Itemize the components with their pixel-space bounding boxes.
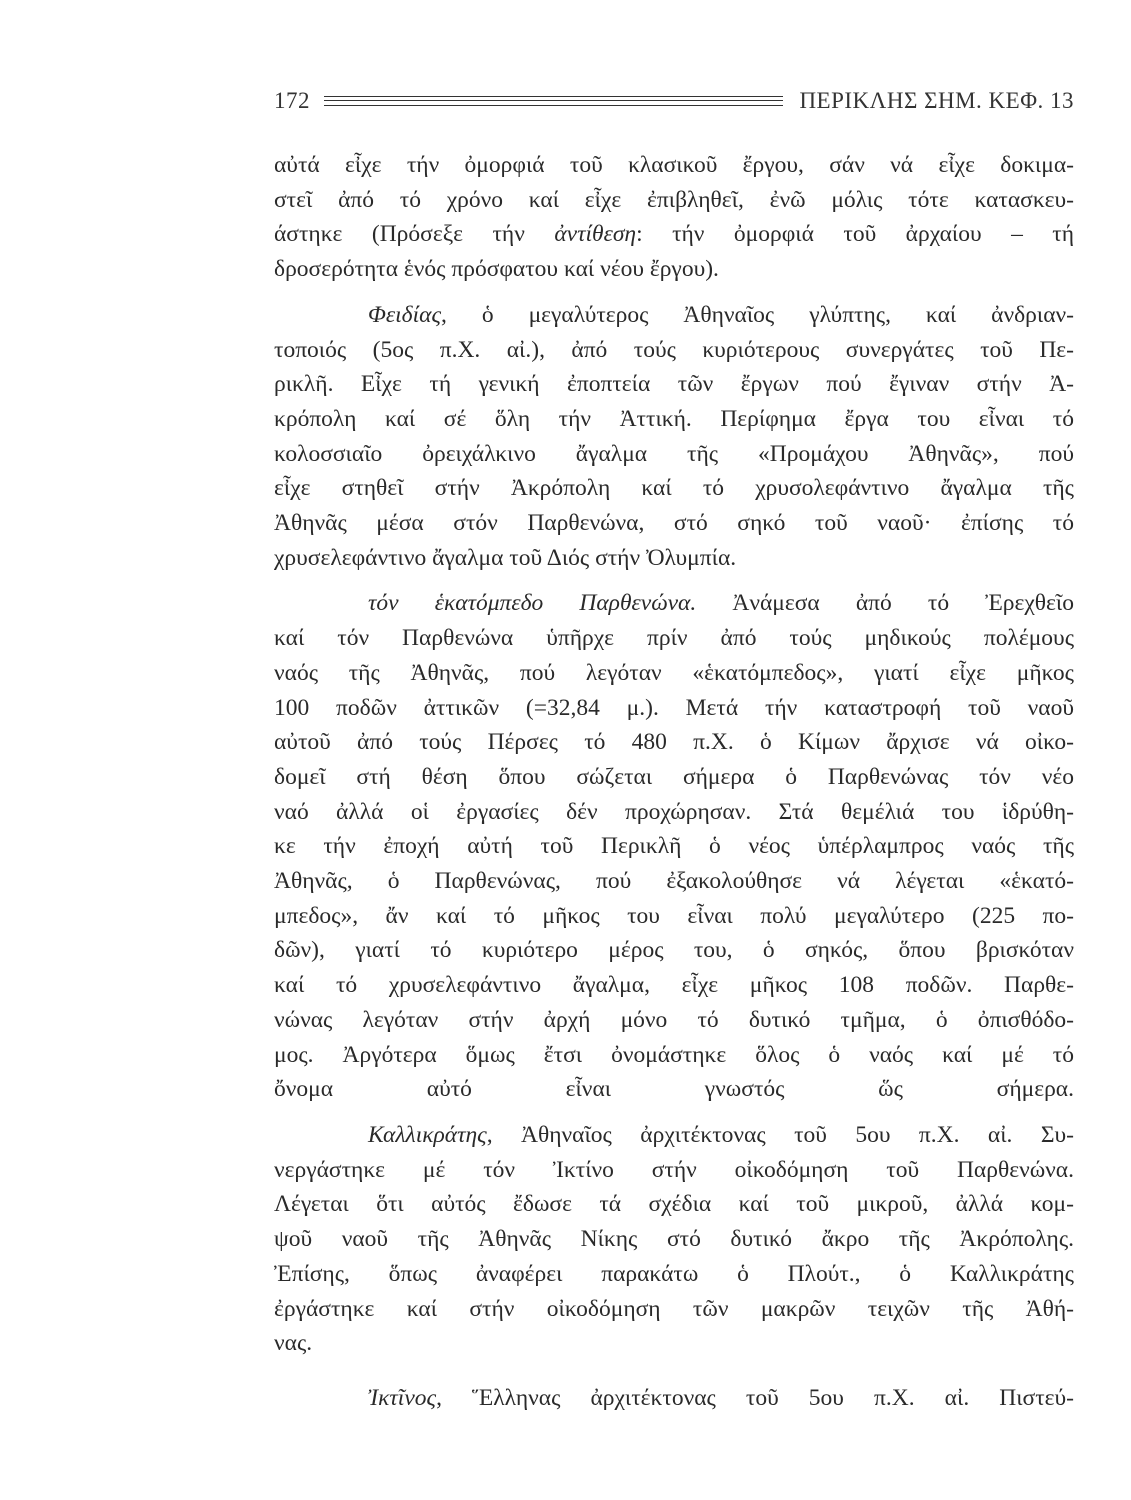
text-line: ρικλῆ. Εἶχε τή γενική ἐποπτεία τῶν ἔργων πού ἔγιναν στήν Ἀ- [274, 371, 1074, 398]
header-rule [324, 96, 783, 106]
text-line: 100 ποδῶν ἀττικῶν (=32,84 μ.). Μετά τήν καταστροφή τοῦ ναοῦ [274, 694, 1074, 721]
text-line: δομεῖ στή θέση ὅπου σώζεται σήμερα ὁ Παρθενώνας τόν νέο [274, 763, 1074, 790]
text-line: νεργάστηκε μέ τόν Ἰκτίνο στήν οἰκοδόμηση τοῦ Παρθενώνα. [274, 1156, 1074, 1183]
text-line: χρυσελεφάντινο ἄγαλμα τοῦ Διός στήν Ὀλυμπία. [274, 544, 737, 571]
text-line: ναό ἀλλά οἱ ἐργασίες δέν προχώρησαν. Στά θεμέλιά του ἱδρύθη- [274, 798, 1074, 825]
entry-term: τόν ἑκατόμπεδο Παρθενώνα. [368, 590, 697, 617]
entry-term: Ἰκτῖνος [368, 1384, 437, 1411]
text-line: δῶν), γιατί τό κυριότερο μέρος του, ὁ σηκός, ὅπου βρισκόταν [274, 937, 1074, 964]
text-line: καί τό χρυσελεφάντινο ἄγαλμα, εἶχε μῆκος 108 ποδῶν. Παρθε- [274, 972, 1074, 999]
text-line: άστηκε (Πρόσεξε τήν ἀντίθεση: τήν ὀμορφιά τοῦ ἀρχαίου – τή [274, 221, 1075, 248]
entry-term: Φειδίας [368, 301, 442, 328]
text-line: εἶχε στηθεῖ στήν Ἀκρόπολη καί τό χρυσολεφάντινο ἄγαλμα τῆς [274, 475, 1074, 502]
text-line: νώνας λεγόταν στήν ἀρχή μόνο τό δυτικό τμῆμα, ὁ ὀπισθόδο- [274, 1006, 1074, 1033]
text-line: τοποιός (5ος π.Χ. αἰ.), ἀπό τούς κυριότερους συνεργάτες τοῦ Πε- [274, 336, 1074, 363]
running-title: ΠΕΡΙΚΛΗΣ ΣΗΜ. ΚΕΦ. 13 [799, 88, 1074, 113]
text-line: Ἐπίσης, ὅπως ἀναφέρει παρακάτω ὁ Πλούτ., ὁ Καλλικράτης [274, 1260, 1074, 1287]
paragraph-parthenon [274, 586, 1074, 1107]
text-line: Ἰκτῖνος, Ἕλληνας ἀρχιτέκτονας τοῦ 5ου π.Χ. αἰ. Πιστεύ- [368, 1384, 1074, 1411]
page-number: 172 [274, 88, 310, 113]
running-header [274, 86, 1074, 116]
paragraph-iktinos [274, 1381, 1074, 1416]
text-line: Ἀθηνᾶς μέσα στόν Παρθενώνα, στό σηκό τοῦ ναοῦ· ἐπίσης τό [274, 510, 1074, 537]
text-line: αὐτοῦ ἀπό τούς Πέρσες τό 480 π.Χ. ὁ Κίμων ἄρχισε νά οἰκο- [274, 729, 1074, 756]
text-line: μος. Ἀργότερα ὅμως ἔτσι ὀνομάστηκε ὅλος ὁ ναός καί μέ τό [274, 1041, 1074, 1068]
entry-term: Καλλικράτης [368, 1121, 487, 1148]
text-line: κε τήν ἐποχή αὐτή τοῦ Περικλῆ ὁ νέος ὑπέρλαμπρος ναός τῆς [274, 833, 1074, 860]
text-line: ὄνομα αὐτό εἶναι γνωστός ὥς σήμερα. [274, 1076, 1074, 1103]
text-line: καί τόν Παρθενώνα ὑπῆρχε πρίν ἀπό τούς μηδικούς πολέμους [274, 625, 1074, 652]
text-line: ναός τῆς Ἀθηνᾶς, πού λεγόταν «ἑκατόμπεδος», γιατί εἶχε μῆκος [274, 659, 1074, 686]
paragraph-1 [274, 148, 1074, 287]
text-line: στεῖ ἀπό τό χρόνο καί εἶχε ἐπιβληθεῖ, ἐνῶ μόλις τότε κατασκευ- [274, 186, 1074, 213]
text-line: δροσερότητα ἑνός πρόσφατου καί νέου ἔργου). [274, 256, 719, 283]
text-line: κρόπολη καί σέ ὅλη τήν Ἀττική. Περίφημα ἔργα του εἶναι τό [274, 405, 1074, 432]
text-line: Φειδίας, ὁ μεγαλύτερος Ἀθηναῖος γλύπτης, καί ἀνδριαν- [368, 301, 1074, 328]
body-text [274, 148, 1074, 1416]
text-line: Ἀθηνᾶς, ὁ Παρθενώνας, πού ἐξακολούθησε νά λέγεται «ἑκατό- [274, 868, 1074, 895]
text-line: τόν ἑκατόμπεδο Παρθενώνα. Ἀνάμεσα ἀπό τό Ἐρεχθεῖο [368, 590, 1074, 617]
paragraph-feidias [274, 298, 1074, 576]
text-line: μπεδος», ἄν καί τό μῆκος του εἶναι πολύ μεγαλύτερο (225 πο- [274, 902, 1074, 929]
text-line: ἐργάστηκε καί στήν οἰκοδόμηση τῶν μακρῶν τειχῶν τῆς Ἀθή- [274, 1295, 1074, 1322]
text-line: Καλλικράτης, Ἀθηναῖος ἀρχιτέκτονας τοῦ 5ου π.Χ. αἰ. Συ- [368, 1121, 1074, 1148]
italic-term: ἀντίθεση [554, 221, 637, 248]
text-line: κολοσσιαῖο ὀρειχάλκινο ἄγαλμα τῆς «Προμάχου Ἀθηνᾶς», πού [274, 440, 1074, 467]
paragraph-kallikrates [274, 1118, 1074, 1361]
text-line: νας. [274, 1330, 313, 1357]
text-line: ψοῦ ναοῦ τῆς Ἀθηνᾶς Νίκης στό δυτικό ἄκρο τῆς Ἀκρόπολης. [274, 1226, 1074, 1253]
text-line: Λέγεται ὅτι αὐτός ἔδωσε τά σχέδια καί τοῦ μικροῦ, ἀλλά κομ- [274, 1191, 1074, 1218]
text-line: αὐτά εἶχε τήν ὀμορφιά τοῦ κλασικοῦ ἔργου, σάν νά εἶχε δοκιμα- [274, 152, 1074, 178]
